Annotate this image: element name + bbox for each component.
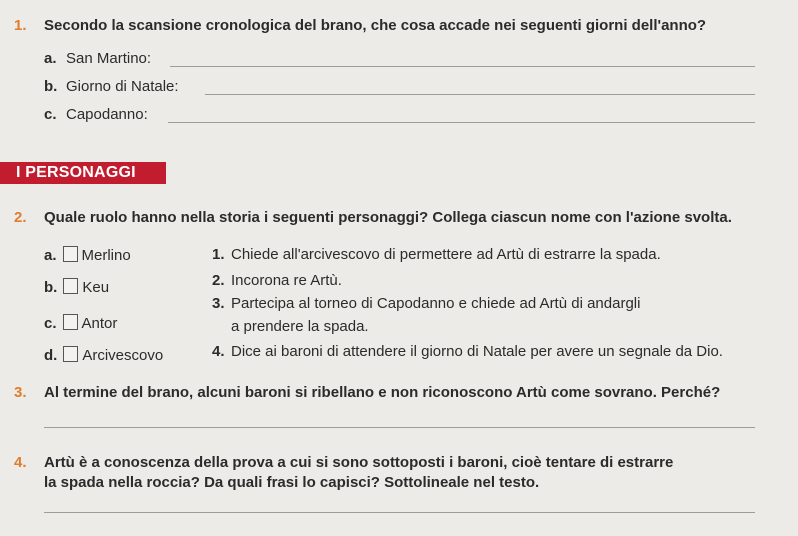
question-4-text-line-1: Artù è a conoscenza della prova a cui si sono sottoposti i baroni, cioè tentare di estrarre [44,454,674,471]
answer-line-b[interactable] [205,94,755,95]
character-keu [44,278,109,296]
character-antor [44,314,117,332]
checkbox[interactable] [63,246,78,262]
question-4-text-line-2: la spada nella roccia? Da quali frasi lo capisci? Sottolineale nel testo. [44,474,540,491]
question-2-number: 2. [14,209,27,226]
item-a-letter: a. [44,50,57,67]
item-c-letter: c. [44,106,57,123]
character-name: Antor [81,315,118,332]
action-2-number: 2. [212,272,225,289]
question-4-number: 4. [14,454,27,471]
action-4-number: 4. [212,343,225,360]
item-b-letter: b. [44,78,58,95]
character-name: Merlino [81,247,131,264]
item-a-label: San Martino: [66,50,152,67]
checkbox[interactable] [63,346,78,362]
item-c-label: Capodanno: [66,106,148,123]
character-letter: b. [44,279,58,296]
action-2-text: Incorona re Artù. [231,272,342,289]
question-1-number: 1. [14,17,27,34]
action-3-text-continued: a prendere la spada. [231,318,369,335]
checkbox[interactable] [63,278,78,294]
character-letter: c. [44,315,57,332]
answer-line-q3[interactable] [44,427,755,428]
action-1-number: 1. [212,246,225,263]
character-name: Arcivescovo [82,347,164,364]
action-1-text: Chiede all'arcivescovo di permettere ad Artù di estrarre la spada. [231,246,661,263]
character-name: Keu [82,279,110,296]
question-2-text: Quale ruolo hanno nella storia i seguenti personaggi? Collega ciascun nome con l'azione svolta. [44,209,732,226]
action-3-text: Partecipa al torneo di Capodanno e chiede ad Artù di andargli [231,295,641,312]
section-header: I PERSONAGGI [0,162,166,184]
character-letter: d. [44,347,58,364]
action-3-number: 3. [212,295,225,312]
character-arcivescovo [44,346,163,364]
question-3-number: 3. [14,384,27,401]
item-b-label: Giorno di Natale: [66,78,179,95]
answer-line-q4[interactable] [44,512,755,513]
character-letter: a. [44,247,57,264]
question-1-text: Secondo la scansione cronologica del brano, che cosa accade nei seguenti giorni dell'anno? [44,17,707,34]
action-4-text: Dice ai baroni di attendere il giorno di Natale per avere un segnale da Dio. [231,343,723,360]
character-merlino [44,246,131,264]
answer-line-c[interactable] [168,122,755,123]
checkbox[interactable] [63,314,78,330]
question-3-text: Al termine del brano, alcuni baroni si ribellano e non riconoscono Artù come sovrano. Perché? [44,384,721,401]
answer-line-a[interactable] [170,66,755,67]
